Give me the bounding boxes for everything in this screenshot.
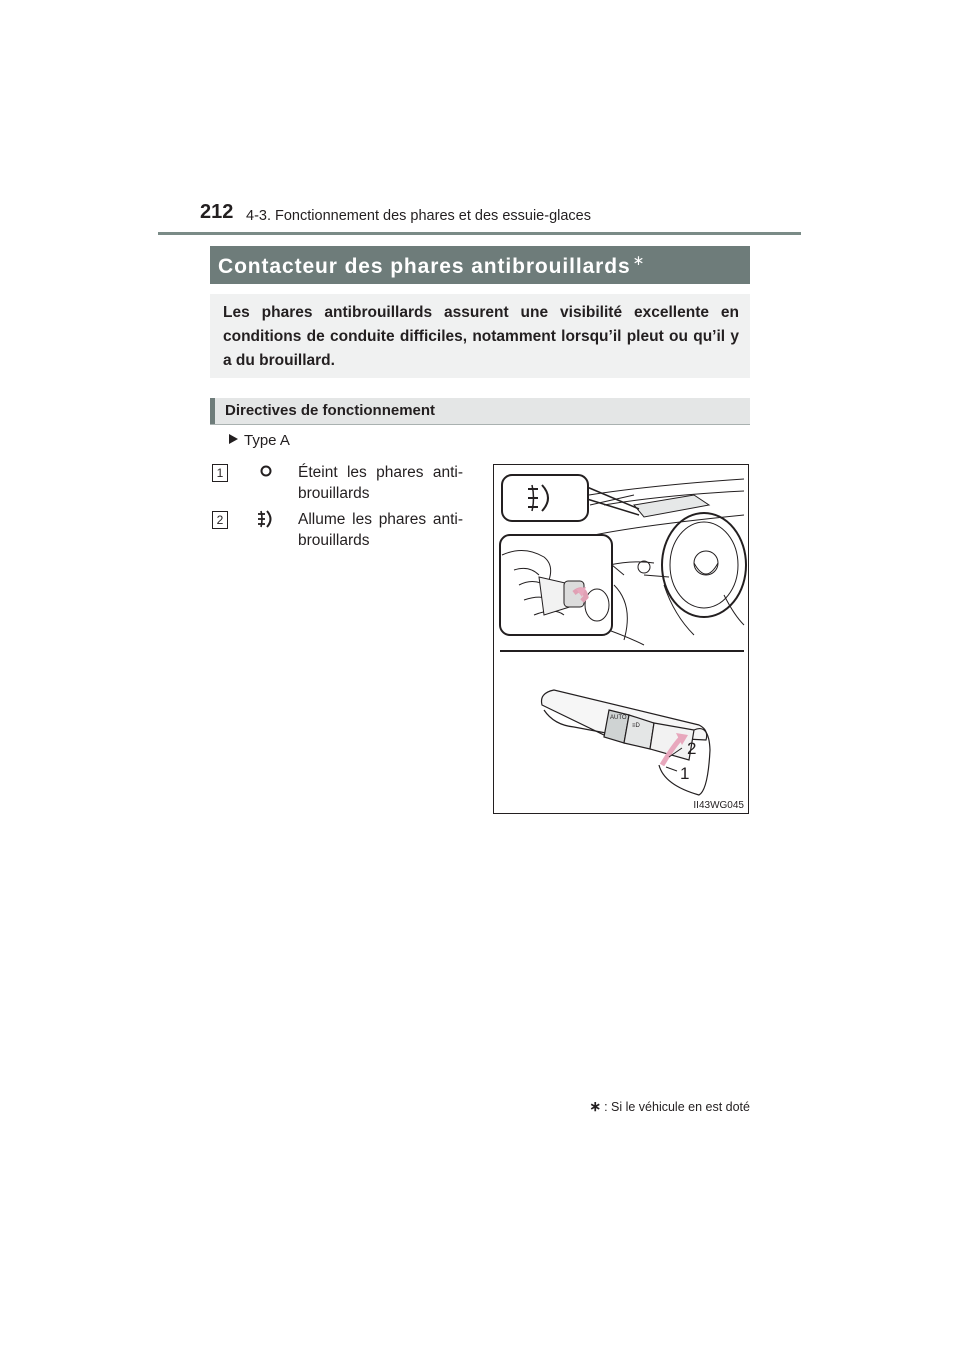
- callout-2: 2: [687, 739, 697, 758]
- figure-code: II43WG045: [693, 800, 744, 811]
- type-label-text: Type A: [244, 432, 290, 449]
- triangle-bullet-icon: [229, 434, 238, 444]
- title-bar: [210, 246, 750, 284]
- intro-box: [210, 294, 750, 378]
- subheading-accent: [210, 398, 215, 424]
- subheading: Directives de fonctionnement: [225, 402, 436, 419]
- footnote: [589, 1098, 750, 1115]
- item-text: Éteint les phares anti-brouillards: [298, 464, 463, 502]
- list-item: [212, 462, 472, 512]
- page-title-text: Contacteur des phares antibrouillards: [218, 255, 631, 278]
- fog-light-switch-illustration: [493, 464, 749, 814]
- list-item: [212, 509, 472, 559]
- header-rule: [158, 232, 801, 235]
- page-number: 212: [200, 201, 234, 223]
- item-number: 2: [212, 511, 228, 529]
- intro-text: Les phares antibrouillards assurent une visibilité excellente en conditions de conduite difficiles, notamment lorsqu’il pleut ou qu’il y a du brouillard.: [223, 304, 739, 369]
- type-label: [229, 432, 290, 449]
- section-label: 4-3. Fonctionnement des phares et des essuie-glaces: [246, 208, 591, 224]
- svg-text:AUTO: AUTO: [610, 715, 627, 721]
- footnote-text: : Si le véhicule en est doté: [604, 1100, 750, 1114]
- item-number: 1: [212, 464, 228, 482]
- front-fog-light-icon: [256, 508, 278, 530]
- svg-text:≡D: ≡D: [632, 723, 640, 729]
- subheading-bar: [210, 398, 750, 425]
- callout-1: 1: [680, 764, 690, 783]
- off-circle-icon: [256, 462, 276, 482]
- title-asterisk: ∗: [632, 252, 646, 268]
- item-text: Allume les phares anti-brouillards: [298, 511, 463, 549]
- footnote-asterisk: ∗: [589, 1098, 602, 1114]
- page-title: [218, 252, 645, 279]
- illustration-drawing: [494, 465, 750, 815]
